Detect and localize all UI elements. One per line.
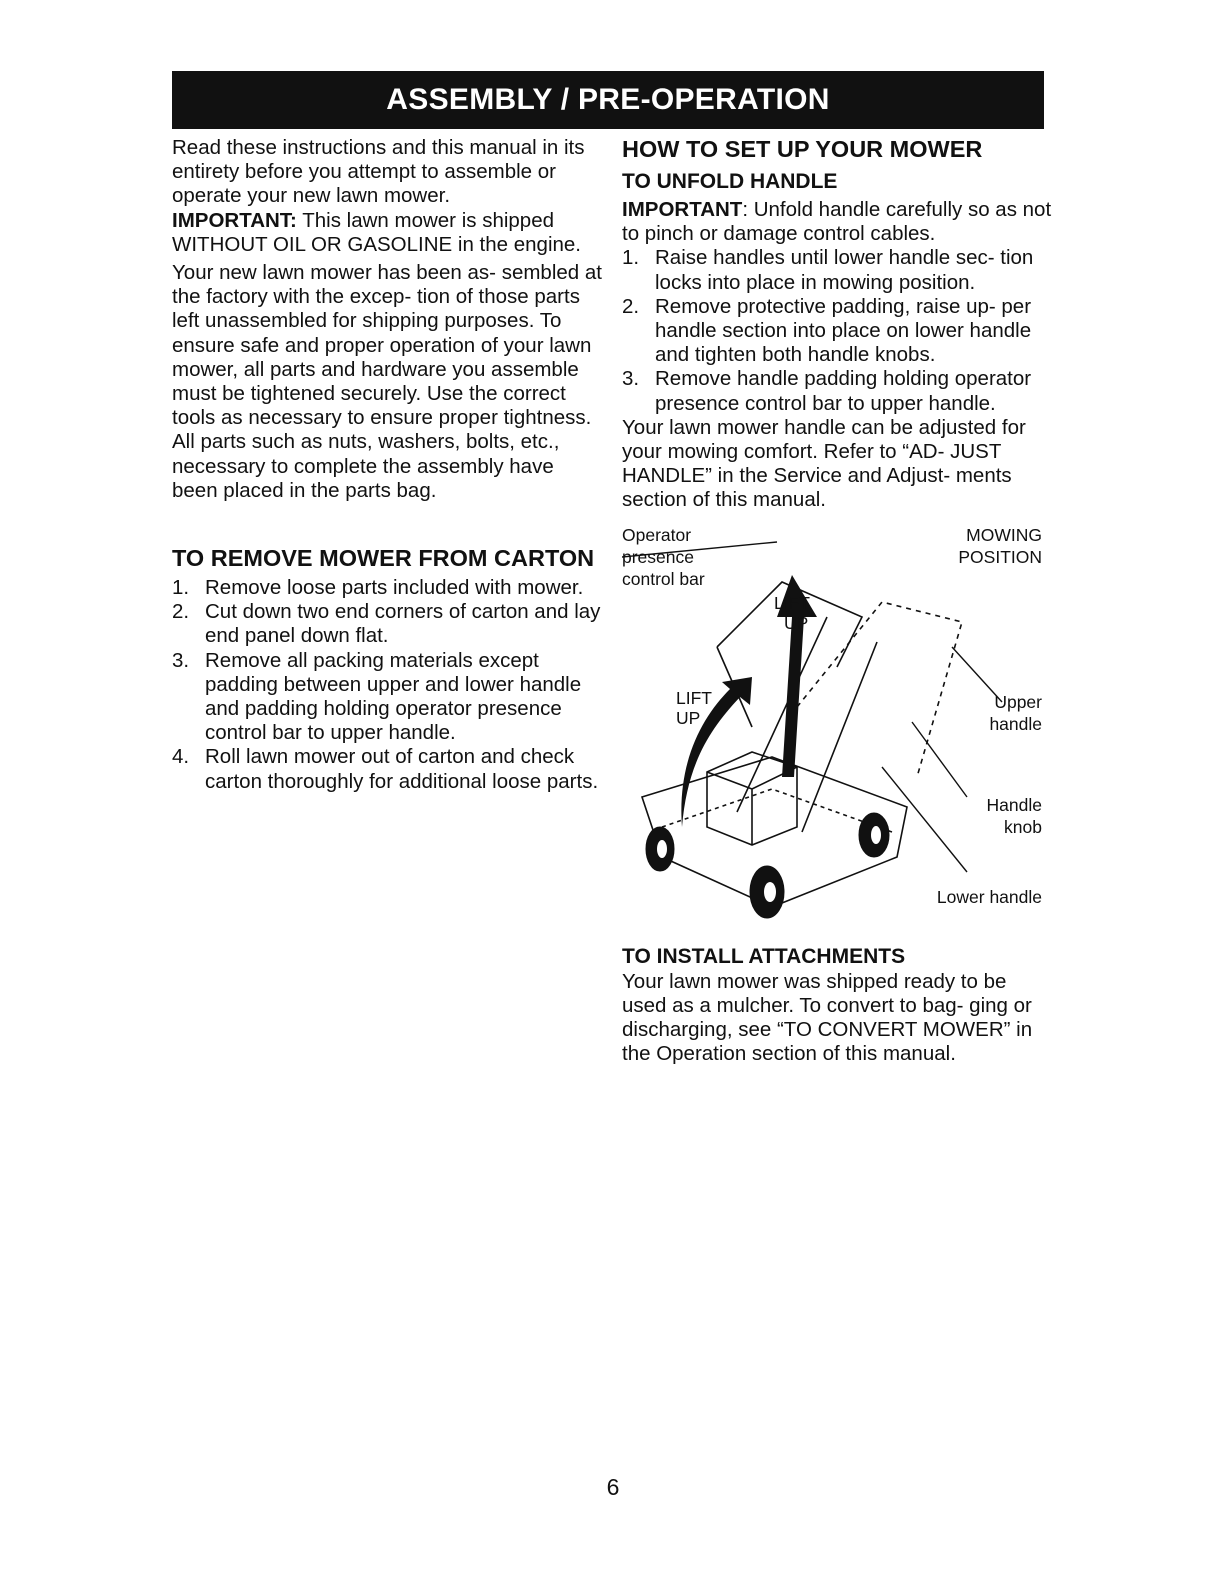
lift-up-upper-line2: UP	[784, 612, 809, 633]
handle-knob-label-line1: Handle	[986, 794, 1042, 815]
list-number: 4.	[172, 745, 190, 769]
section-title: ASSEMBLY / PRE-OPERATION	[386, 83, 830, 116]
adjust-paragraph: Your lawn mower handle can be adjusted for your mowing comfort. Refer to “AD- JUST HANDLE” in the Service and Adjust- ments section of this manual.	[622, 415, 1026, 512]
attach-heading: TO INSTALL ATTACHMENTS	[622, 944, 906, 968]
lift-up-lower-line2: UP	[676, 707, 701, 728]
list-text: Remove protective padding, raise up- per handle section into place on lower handle and tighten both handle knobs.	[655, 294, 1032, 367]
unfold-important-text: : Unfold handle carefully so as not to pinch or damage control cables.	[622, 198, 1052, 246]
upper-handle-label-line1: Upper	[994, 691, 1042, 712]
section-header	[172, 71, 1044, 129]
important-paragraph	[172, 209, 602, 257]
list-number: 1.	[172, 576, 190, 600]
unfold-heading: TO UNFOLD HANDLE	[622, 170, 838, 193]
list-item	[622, 246, 1052, 294]
assembly-paragraph: Your new lawn mower has been as- sembled at the factory with the excep- tion of those parts left unassembled for shipping purposes. To ensure safe and proper operation of your lawn mower, all parts and hardware you assemble must be tightened securely. Use the correct tools as necessary to ensure proper tightness. All parts such as nuts, washers, bolts, etc., necessary to complete the assembly have been placed in the parts bag.	[172, 261, 602, 502]
intro-paragraph: Read these instructions and this manual in its entirety before you attempt to assemble or operate your new lawn mower.	[172, 136, 585, 208]
lift-up-lower-line1: LIFT	[676, 687, 712, 708]
list-text: Roll lawn mower out of carton and check carton thoroughly for additional loose parts.	[205, 745, 599, 793]
remove-steps-list	[172, 576, 602, 794]
list-number: 3.	[622, 367, 640, 391]
list-item	[172, 745, 602, 793]
page-number: 6	[606, 1474, 620, 1500]
mowing-label-line2: POSITION	[958, 546, 1042, 567]
operator-label-line2: presence	[622, 546, 694, 567]
unfold-important-label: IMPORTANT	[622, 198, 743, 221]
list-item	[172, 649, 602, 746]
list-item	[622, 295, 1052, 368]
unfold-important-paragraph	[622, 198, 1052, 246]
mower-handle-figure	[622, 524, 1052, 932]
list-number: 1.	[622, 246, 640, 270]
list-number: 3.	[172, 648, 190, 672]
operator-label-line3: control bar	[622, 568, 705, 589]
right-column	[622, 136, 1052, 1066]
left-column	[172, 136, 602, 794]
upper-handle-label-line2: handle	[989, 713, 1042, 734]
lift-up-upper-line1: LIFT	[774, 592, 810, 613]
list-item	[172, 600, 602, 648]
list-text: Remove loose parts included with mower.	[205, 576, 584, 600]
unfold-steps-list	[622, 246, 1052, 415]
attach-paragraph: Your lawn mower was shipped ready to be used as a mulcher. To convert to bag- ging or discharging, see “TO CONVERT MOWER” in the Operation section of this manual.	[622, 969, 1033, 1066]
lower-handle-label: Lower handle	[936, 886, 1042, 907]
list-text: Cut down two end corners of carton and lay end panel down flat.	[205, 600, 601, 648]
remove-heading: TO REMOVE MOWER FROM CARTON	[172, 545, 595, 572]
list-item	[622, 367, 1052, 415]
list-text: Remove handle padding holding operator presence control bar to upper handle.	[655, 367, 1032, 415]
important-label: IMPORTANT:	[172, 208, 297, 232]
list-number: 2.	[622, 294, 640, 318]
operator-label-line1: Operator	[622, 524, 692, 545]
list-item	[172, 576, 602, 600]
list-text: Remove all packing materials except padding between upper and lower handle and padding holding operator presence control bar to upper handle.	[205, 648, 582, 745]
list-number: 2.	[172, 600, 190, 624]
important-text: This lawn mower is shipped WITHOUT OIL OR GASOLINE in the engine.	[172, 208, 581, 256]
list-text: Raise handles until lower handle sec- tion locks into place in mowing position.	[655, 246, 1034, 294]
lower-handle	[737, 617, 877, 832]
mowing-label-line1: MOWING	[966, 524, 1042, 545]
handle-knob-label-line2: knob	[1004, 816, 1042, 837]
setup-heading: HOW TO SET UP YOUR MOWER	[622, 136, 983, 162]
